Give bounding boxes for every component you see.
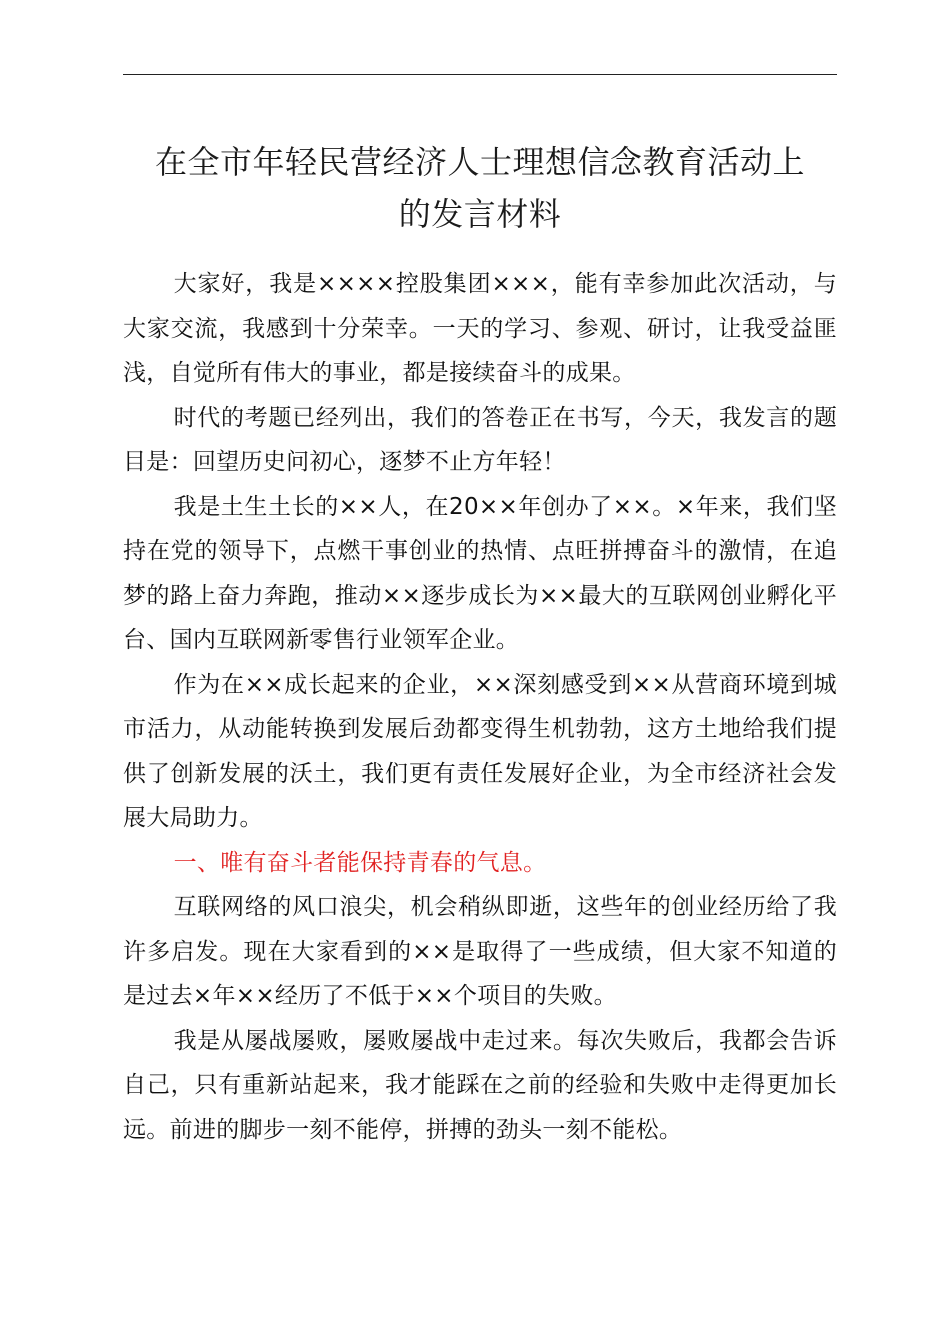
paragraph-4: 作为在××成长起来的企业，××深刻感受到××从营商环境到城市活力，从动能转换到发展后劲都变得生机勃勃，这方土地给我们提供了创新发展的沃土，我们更有责任发展好企业，为全市经济社会发展大局助力。 <box>123 671 837 831</box>
paragraph-1: 大家好，我是××××控股集团×××，能有幸参加此次活动，与大家交流，我感到十分荣幸。一天的学习、参观、研讨，让我受益匪浅，自觉所有伟大的事业，都是接续奋斗的成果。 <box>123 271 837 386</box>
document-body <box>123 262 837 1152</box>
section-paragraph-2: 我是从屡战屡败，屡败屡战中走过来。每次失败后，我都会告诉自己，只有重新站起来，我才能踩在之前的经验和失败中走得更加长远。前进的脚步一刻不能停，拼搏的劲头一刻不能松。 <box>123 1027 837 1143</box>
section-heading: 一、唯有奋斗者能保持青春的气息。 <box>173 849 547 876</box>
paragraph-2: 时代的考题已经列出，我们的答卷正在书写，今天，我发言的题目是：回望历史问初心，逐梦不止方年轻！ <box>123 404 837 475</box>
title-line-2: 的发言材料 <box>398 195 562 233</box>
title-line-1: 在全市年轻民营经济人士理想信念教育活动上 <box>154 143 805 181</box>
header-rule <box>123 74 837 75</box>
section-paragraph-1: 互联网络的风口浪尖，机会稍纵即逝，这些年的创业经历给了我许多启发。现在大家看到的××是取得了一些成绩，但大家不知道的是过去×年××经历了不低于××个项目的失败。 <box>123 894 837 1009</box>
document-title <box>110 136 850 240</box>
paragraph-3: 我是土生土长的××人，在20××年创办了××。×年来，我们坚持在党的领导下，点燃干事创业的热情、点旺拼搏奋斗的激情，在追梦的路上奋力奔跑，推动××逐步成长为××最大的互联网创业孵化平台、国内互联网新零售行业领军企业。 <box>123 493 837 653</box>
